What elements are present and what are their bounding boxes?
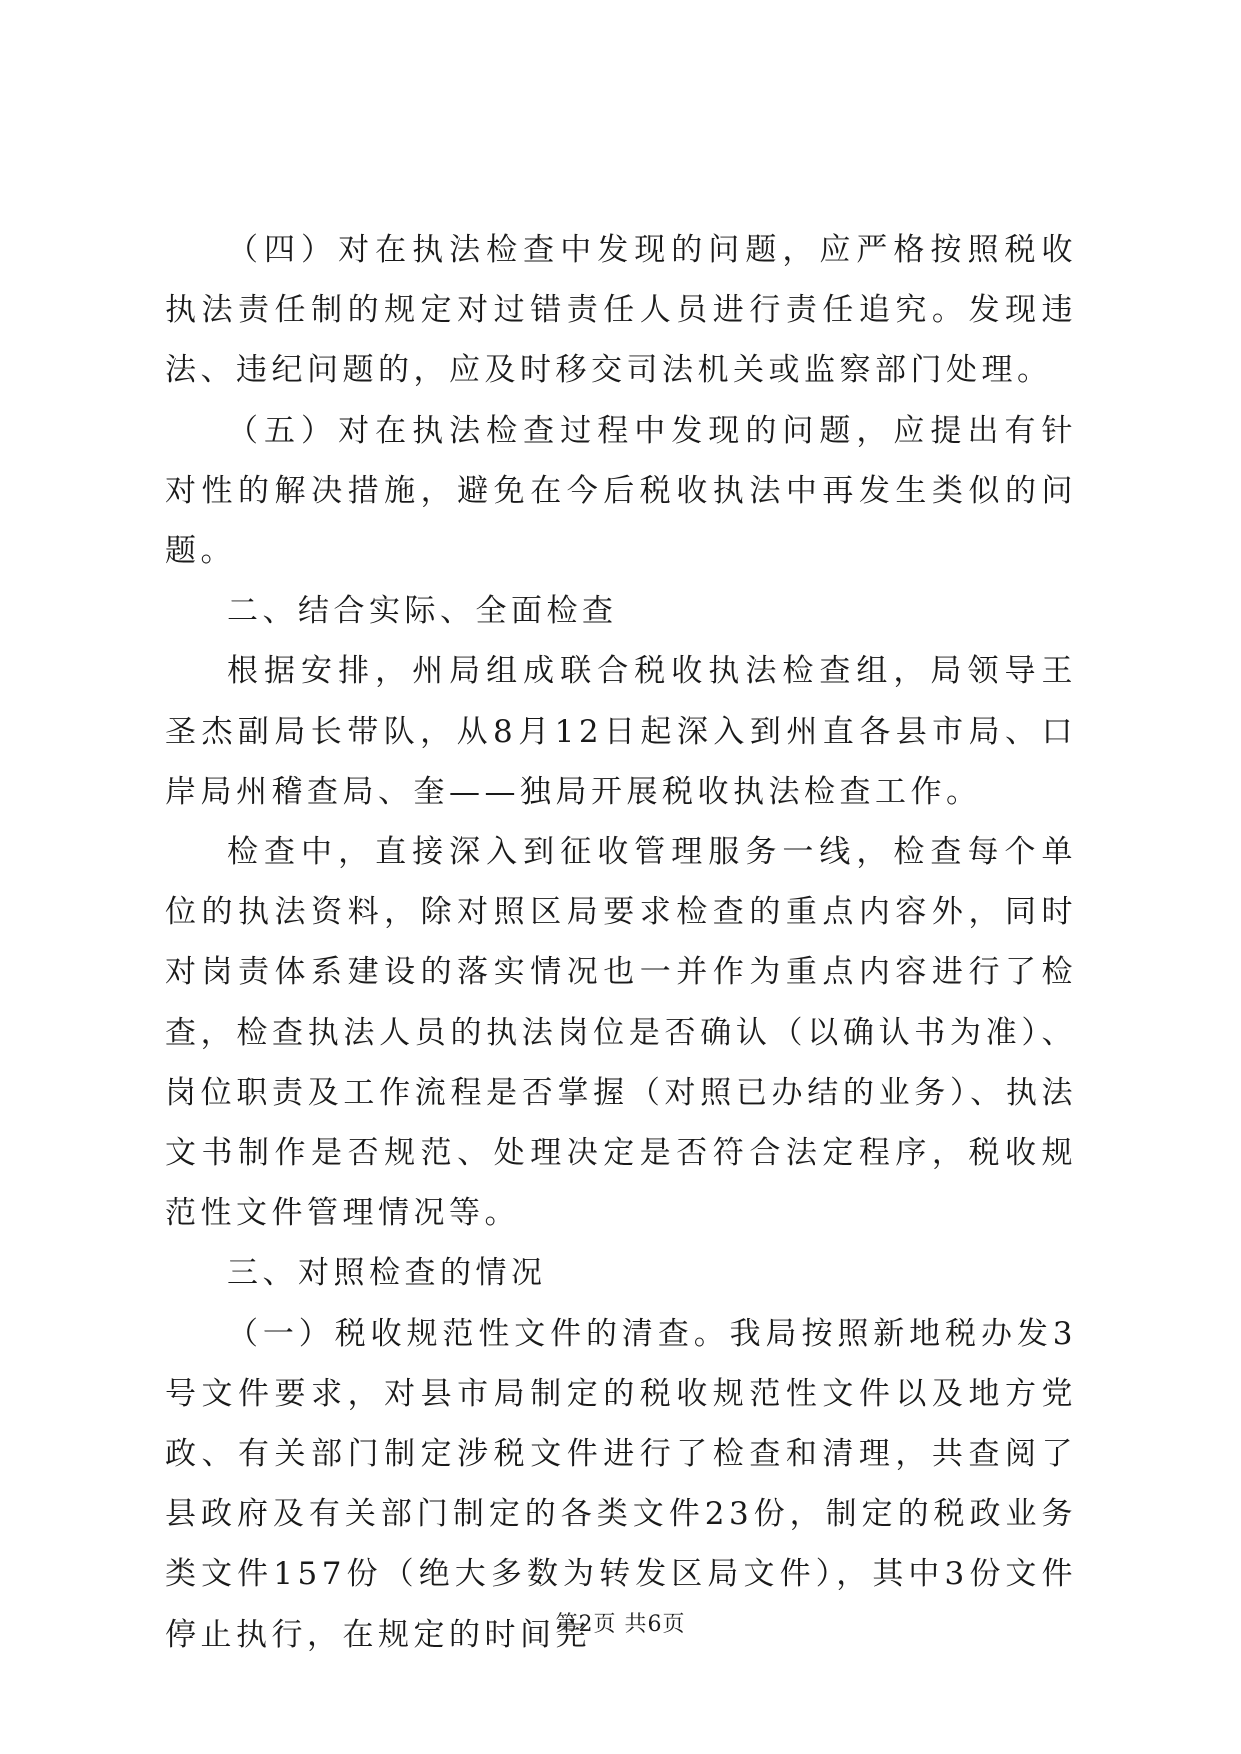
- paragraph-item-4: （四）对在执法检查中发现的问题，应严格按照税收执法责任制的规定对过错责任人员进行责任追究。发现违法、违纪问题的，应及时移交司法机关或监察部门处理。: [165, 232, 1077, 389]
- paragraph-item-5: （五）对在执法检查过程中发现的问题，应提出有针对性的解决措施，避免在今后税收执法中再发生类似的问题。: [165, 412, 1077, 570]
- paragraph-inspection: 检查中，直接深入到征收管理服务一线，检查每个单位的执法资料，除对照区局要求检查的重点内容外，同时对岗责体系建设的落实情况也一并作为重点内容进行了检查，检查执法人员的执法岗位是否确认（以确认书为准）、岗位职责及工作流程是否掌握（对照已办结的业务）、执法文书制作是否规范、处理决定是否符合法定程序，税收规范性文件管理情况等。: [165, 834, 1077, 1232]
- page-footer: 第2页 共6页: [555, 1612, 686, 1637]
- paragraph-arrangement: 根据安排，州局组成联合税收执法检查组，局领导王圣杰副局长带队，从8月12日起深入到州直各县市局、口岸局州稽查局、奎——独局开展税收执法检查工作。: [165, 653, 1077, 810]
- section-heading-2: 二、结合实际、全面检查: [227, 593, 618, 630]
- section-heading-3: 三、对照检查的情况: [227, 1255, 547, 1292]
- document-body: [165, 220, 1077, 1665]
- paragraph-item-1: （一）税收规范性文件的清查。我局按照新地税办发3号文件要求，对县市局制定的税收规范性文件以及地方党政、有关部门制定涉税文件进行了检查和清理，共查阅了县政府及有关部门制定的各类文件23份，制定的税政业务类文件157份（绝大多数为转发区局文件），其中3份文件停止执行，在规定的时间完: [165, 1315, 1077, 1653]
